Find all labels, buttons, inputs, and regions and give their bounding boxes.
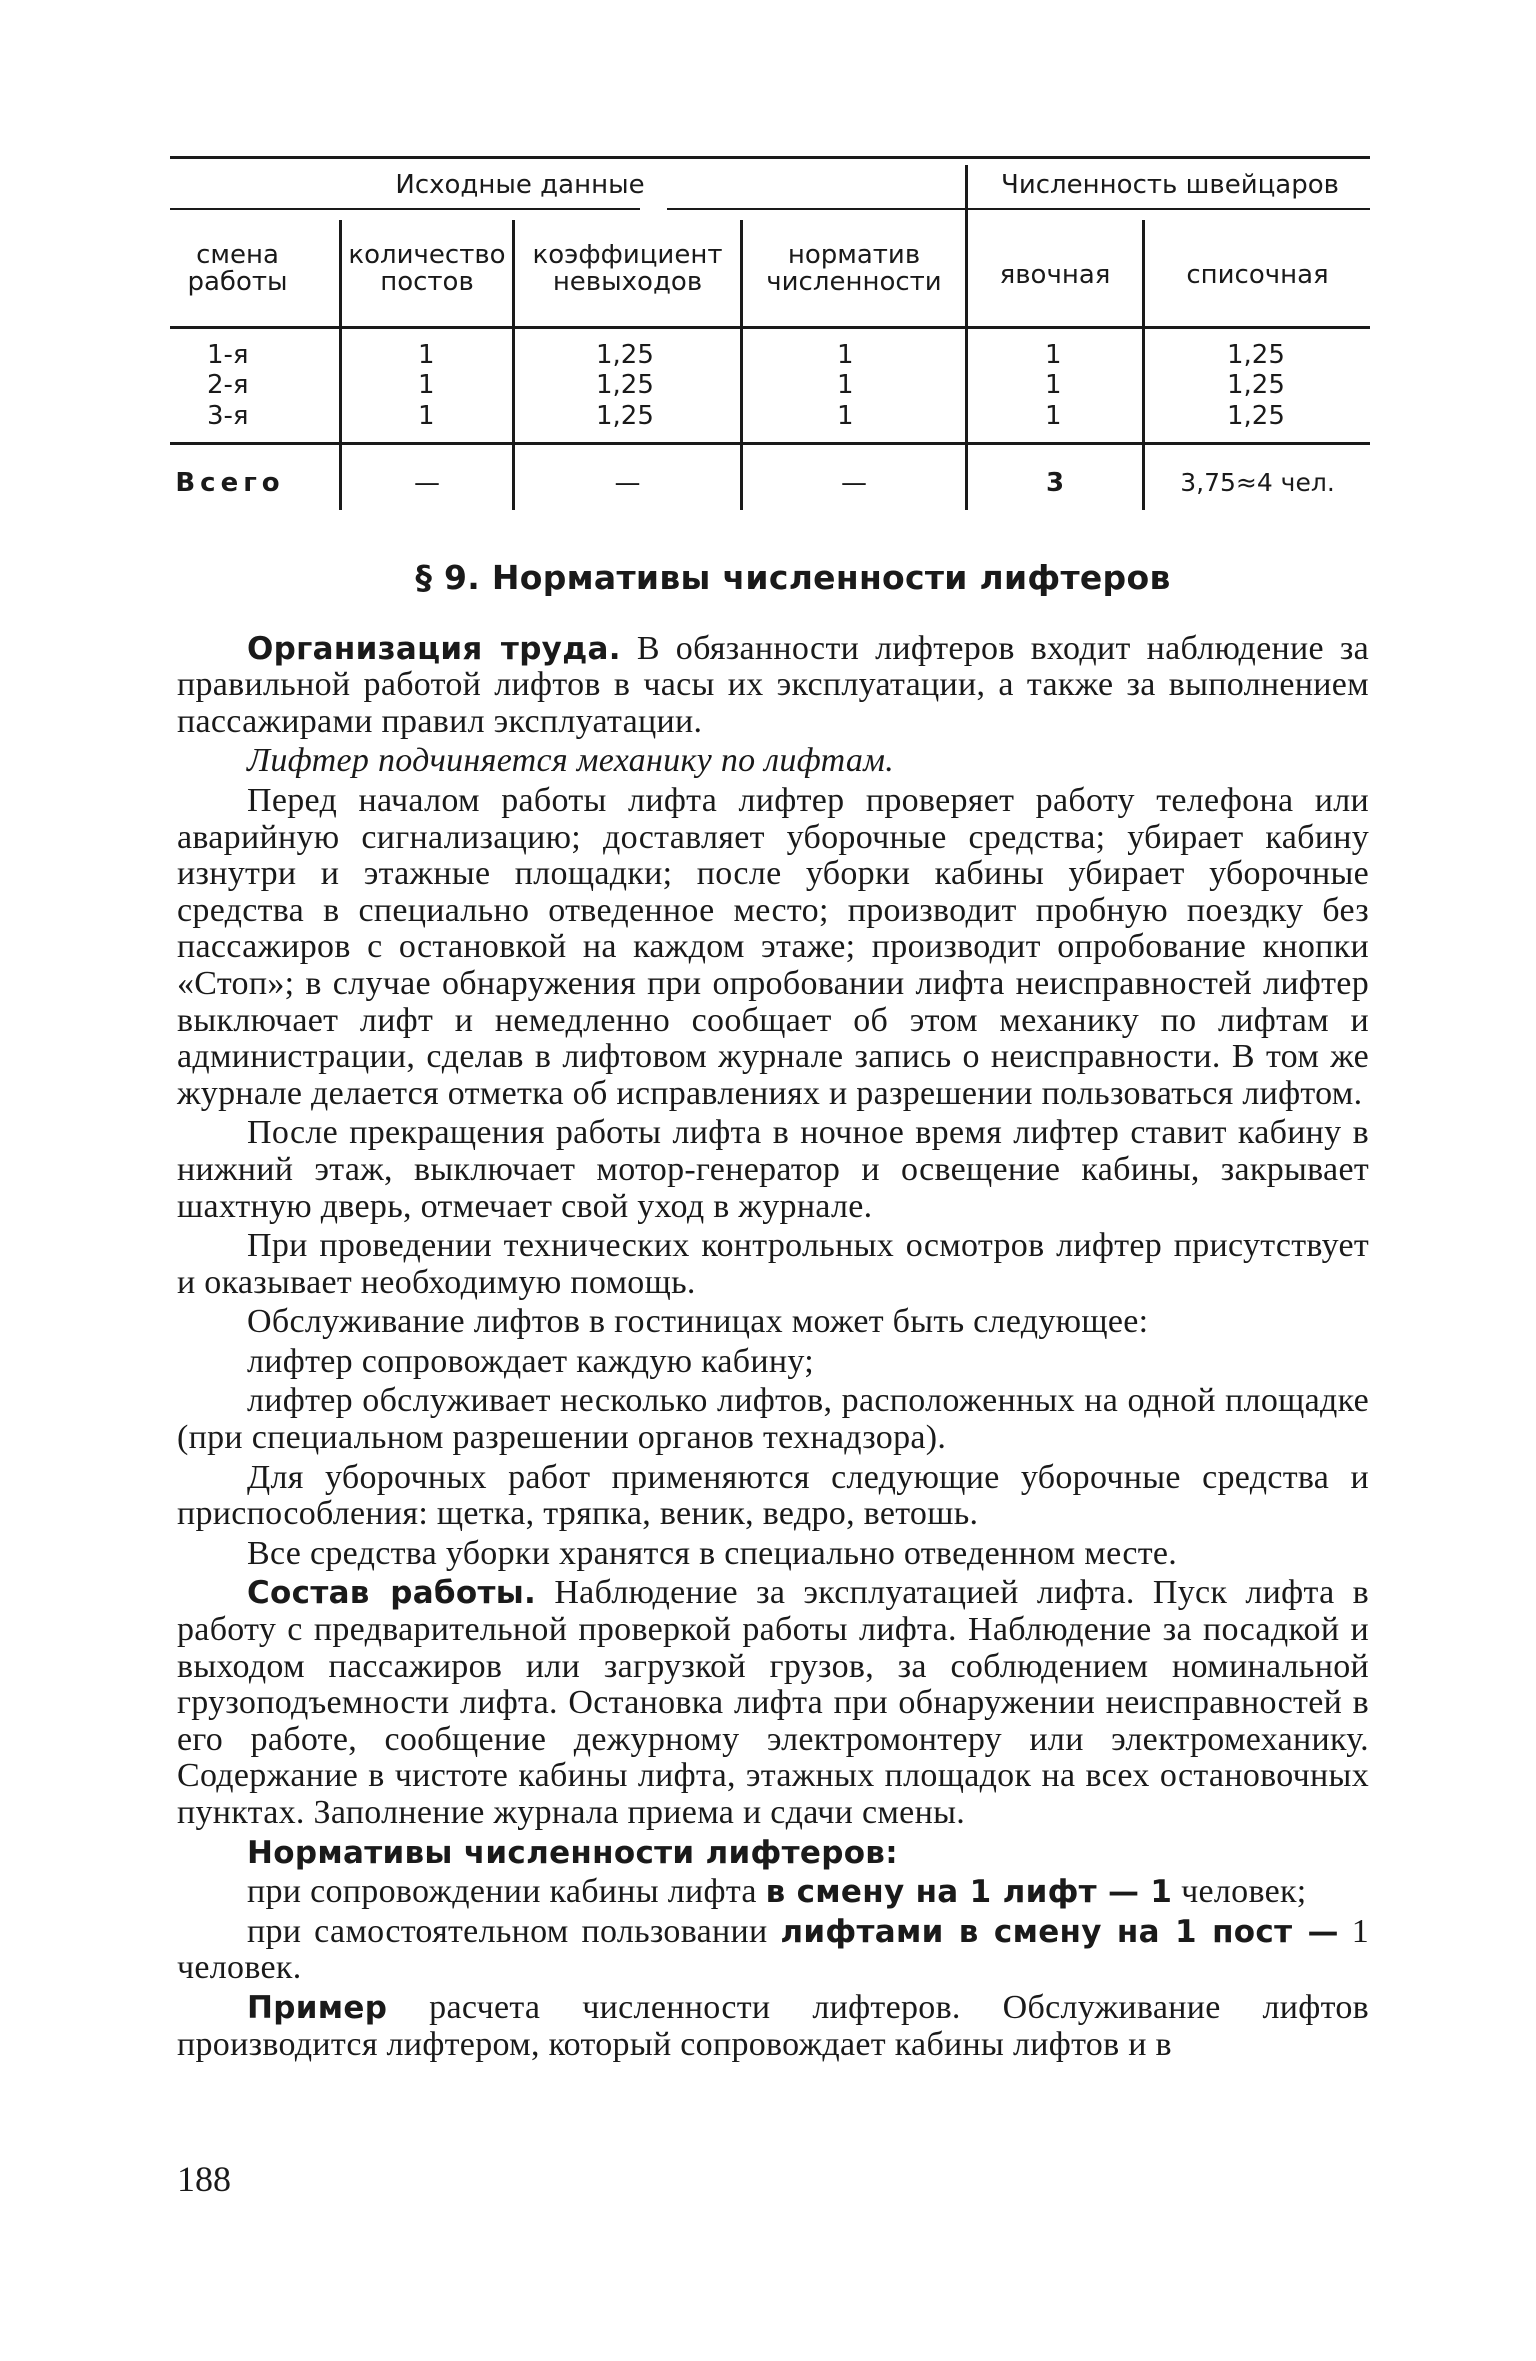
total-norm: — — [841, 468, 867, 498]
list-values: 1,25 1,25 1,25 — [1227, 340, 1285, 431]
attendance-values: 1 1 1 — [1045, 340, 1062, 431]
paragraph-text: расчета численности лифтеров. Обслуживание лифтов производится лифтером, который сопровождает кабины лифтов и в — [177, 1988, 1369, 2063]
total-label: Всего — [175, 468, 285, 498]
paragraph — [177, 1874, 1369, 1911]
total-attendance: 3 — [1045, 468, 1065, 498]
header-posts: количество постов — [348, 240, 506, 298]
coefficient-values: 1,25 1,25 1,25 — [596, 340, 654, 431]
shift-values: 1-я 2-я 3-я — [207, 340, 249, 431]
paragraph-text: 1 человек. — [177, 1912, 1369, 1987]
body-text — [177, 560, 1369, 2066]
paragraph: лифтер обслуживает несколько лифтов, расположенных на одной площадке (при специальном разрешении органов технадзора). — [177, 1382, 1369, 1457]
total-list: 3,75≈4 чел. — [1180, 468, 1335, 497]
paragraph-norms-title: Нормативы численности лифтеров: — [247, 1834, 898, 1871]
header-staff-count: Численность швейцаров — [1001, 170, 1339, 200]
paragraph: Лифтер подчиняется механику по лифтам. — [247, 742, 895, 780]
header-norm: норматив численности — [766, 240, 942, 298]
paragraph: Все средства уборки хранятся в специально отведенном месте. — [247, 1534, 1178, 1572]
paragraph-text: В обязанности лифтеров входит наблюдение за правильной работой лифтов в часы их эксплуатации, а также за выполнением пассажирами правил эксплуатации. — [177, 629, 1369, 740]
paragraph-text: человек; — [1172, 1873, 1307, 1911]
staff-table — [170, 150, 1370, 540]
paragraph: лифтер сопровождает каждую кабину; — [247, 1342, 814, 1380]
paragraph-lead: Организация труда. — [247, 630, 621, 667]
paragraph-bold: в смену на 1 лифт — 1 — [765, 1874, 1173, 1911]
section-title: § 9. Нормативы численности лифтеров — [415, 558, 1171, 597]
paragraph: Перед началом работы лифта лифтер проверяет работу телефона или аварийную сигнализацию; доставляет уборочные средства; убирает кабину изнутри и этажные площадки; после уборки кабины убирает уборочные средства в специально отведенное место; производит пробную поездку без пассажиров с остановкой на каждом этаже; производит опробование кнопки «Стоп»; в случае обнаружения при опробовании лифта неисправностей лифтер выключает лифт и немедленно сообщает об этом механику по лифтам и администрации, сделав в лифтовом журнале запись о неисправности. В том же журнале делается отметка об исправлениях и разрешении пользоваться лифтом. — [177, 781, 1369, 1112]
paragraph-lead: Состав работы. — [247, 1575, 537, 1612]
paragraph: Обслуживание лифтов в гостиницах может быть следующее: — [247, 1303, 1149, 1341]
header-attendance: явочная — [999, 260, 1111, 290]
paragraph-lead: Пример — [247, 1989, 388, 2026]
paragraph — [177, 1575, 1369, 1831]
header-list: списочная — [1186, 260, 1329, 290]
total-posts: — — [414, 468, 440, 498]
paragraph: После прекращения работы лифта в ночное время лифтер ставит кабину в нижний этаж, выключает мотор-генератор и освещение кабины, закрывает шахтную дверь, отмечает свой уход в журнале. — [177, 1114, 1369, 1225]
paragraph-text: Наблюдение за эксплуатацией лифта. Пуск лифта в работу с предварительной проверкой работы лифта. Наблюдение за посадкой и выходом пассажиров или загрузкой грузов, за соблюдением номинальной грузоподъемности лифта. Остановка лифта при обнаружении неисправностей в его работе, сообщение дежурному электромонтеру или электромеханику. Содержание в чистоте кабины лифта, этажных площадок на всех остановочных пунктах. Заполнение журнала приема и сдачи смены. — [177, 1574, 1370, 1831]
paragraph — [177, 1914, 1369, 1987]
paragraph-bold: лифтами в смену на 1 пост — — [780, 1913, 1339, 1950]
page-number: 188 — [177, 2159, 231, 2199]
header-coefficient: коэффициент невыходов — [532, 240, 723, 298]
total-coefficient: — — [614, 468, 641, 498]
paragraph-text: при сопровождении кабины лифта — [247, 1873, 766, 1911]
header-source-data: Исходные данные — [395, 170, 645, 200]
paragraph — [177, 1990, 1369, 2063]
posts-values: 1 1 1 — [418, 340, 435, 431]
paragraph-text: при самостоятельном пользовании — [247, 1912, 781, 1950]
paragraph — [177, 631, 1369, 741]
paragraph: При проведении технических контрольных осмотров лифтер присутствует и оказывает необходимую помощь. — [177, 1227, 1369, 1301]
header-shift: смена работы — [187, 240, 288, 298]
paragraph: Для уборочных работ применяются следующие уборочные средства и приспособления: щетка, тряпка, веник, ведро, ветошь. — [177, 1458, 1369, 1533]
norm-values: 1 1 1 — [837, 340, 854, 431]
